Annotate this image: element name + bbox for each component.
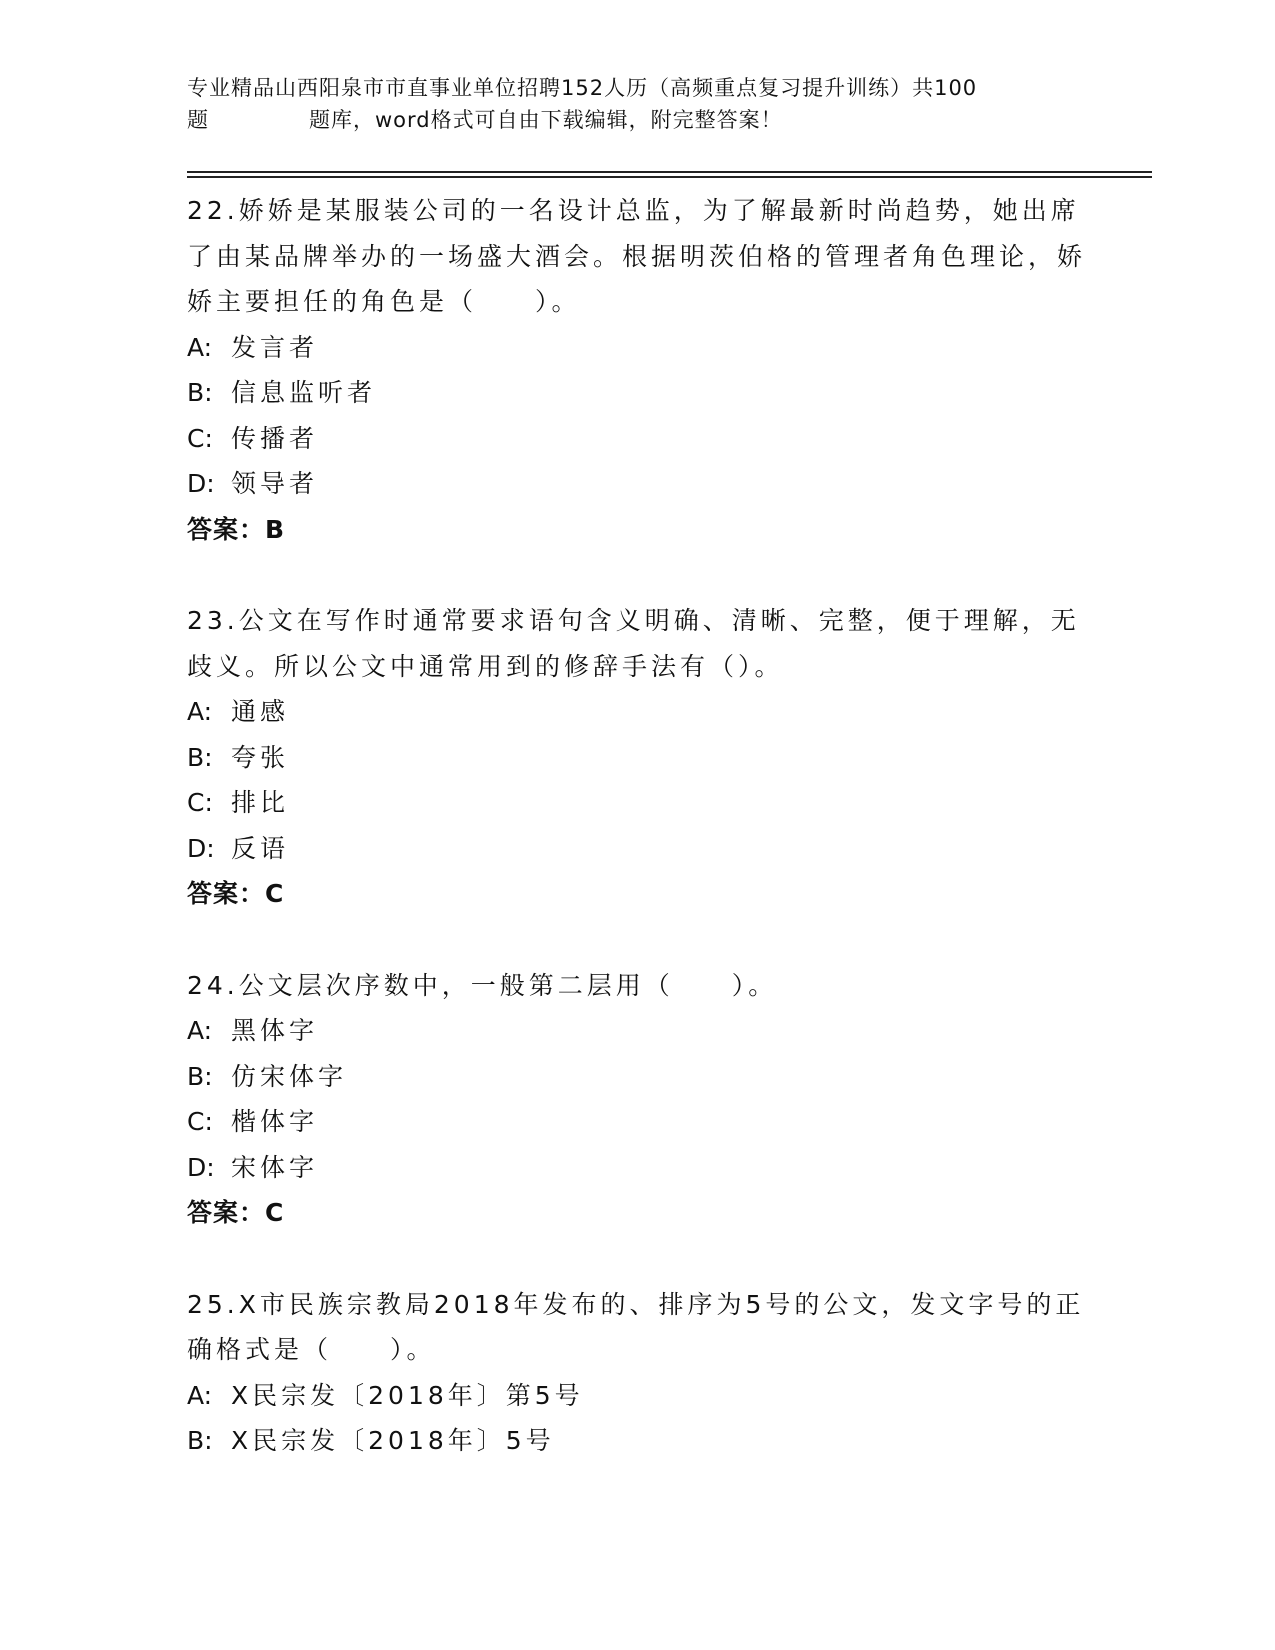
option-b	[187, 1418, 1107, 1464]
document-header	[187, 72, 1087, 136]
option-text: 领导者	[231, 469, 319, 498]
option-a	[187, 325, 1107, 371]
question-25	[187, 1282, 1107, 1464]
question-22	[187, 188, 1107, 552]
header-divider-bottom	[187, 176, 1152, 178]
option-text: 宋体字	[231, 1152, 319, 1182]
option-text: 夸张	[231, 742, 290, 772]
option-letter: D:	[187, 833, 215, 863]
option-letter: C:	[187, 423, 213, 453]
option-text: 仿宋体字	[231, 1061, 348, 1091]
option-c	[187, 1099, 1107, 1145]
header-line-1: 专业精品山西阳泉市市直事业单位招聘152人历（高频重点复习提升训练）共100	[187, 76, 978, 100]
option-text: 通感	[231, 697, 290, 726]
question-23	[187, 598, 1107, 917]
answer-line: 答案：B	[187, 514, 286, 544]
option-text: 发言者	[231, 332, 319, 362]
option-a	[187, 1008, 1107, 1054]
question-stem: 24.公文层次序数中，一般第二层用（ ）。	[187, 970, 778, 1000]
header-divider-top	[187, 171, 1152, 173]
option-letter: A:	[187, 1016, 213, 1045]
question-stem: 25.X市民族宗教局2018年发布的、排序为5号的公文，发文字号的正确格式是（ ）。	[187, 1289, 1085, 1364]
option-d	[187, 461, 1107, 507]
option-letter: C:	[187, 1107, 213, 1136]
option-letter: B:	[187, 1061, 213, 1091]
option-letter: D:	[187, 469, 215, 498]
option-letter: D:	[187, 1152, 215, 1182]
question-list	[187, 188, 1107, 1510]
option-letter: A:	[187, 332, 213, 362]
option-b	[187, 735, 1107, 781]
option-letter: B:	[187, 742, 213, 772]
header-line-2-end: 题库，word格式可自由下载编辑，附完整答案！	[309, 108, 783, 132]
option-text: 传播者	[231, 423, 319, 453]
option-d	[187, 1145, 1107, 1191]
question-24	[187, 963, 1107, 1236]
option-c	[187, 416, 1107, 462]
answer-line: 答案：C	[187, 1198, 285, 1227]
option-text: 反语	[231, 833, 290, 863]
option-text: X民宗发〔2018年〕第5号	[231, 1380, 584, 1410]
option-text: 黑体字	[231, 1016, 319, 1045]
option-d	[187, 826, 1107, 872]
header-line-2-start: 题	[187, 108, 209, 132]
option-letter: B:	[187, 378, 213, 407]
option-b	[187, 1054, 1107, 1100]
option-a	[187, 689, 1107, 735]
option-letter: A:	[187, 1380, 213, 1410]
option-letter: C:	[187, 788, 213, 817]
option-text: 信息监听者	[231, 378, 377, 407]
option-text: 排比	[231, 788, 290, 817]
option-a	[187, 1373, 1107, 1419]
option-b	[187, 370, 1107, 416]
question-stem: 23.公文在写作时通常要求语句含义明确、清晰、完整，便于理解，无歧义。所以公文中通常用到的修辞手法有（）。	[187, 606, 1080, 681]
option-letter: B:	[187, 1426, 213, 1455]
option-letter: A:	[187, 697, 213, 726]
option-c	[187, 780, 1107, 826]
option-text: X民宗发〔2018年〕5号	[231, 1426, 555, 1455]
option-text: 楷体字	[231, 1107, 319, 1136]
answer-line: 答案：C	[187, 879, 285, 908]
header-line-2	[187, 104, 1087, 136]
question-stem: 22.娇娇是某服装公司的一名设计总监，为了解最新时尚趋势，她出席了由某品牌举办的一场盛大酒会。根据明茨伯格的管理者角色理论，娇娇主要担任的角色是（ ）。	[187, 196, 1087, 316]
